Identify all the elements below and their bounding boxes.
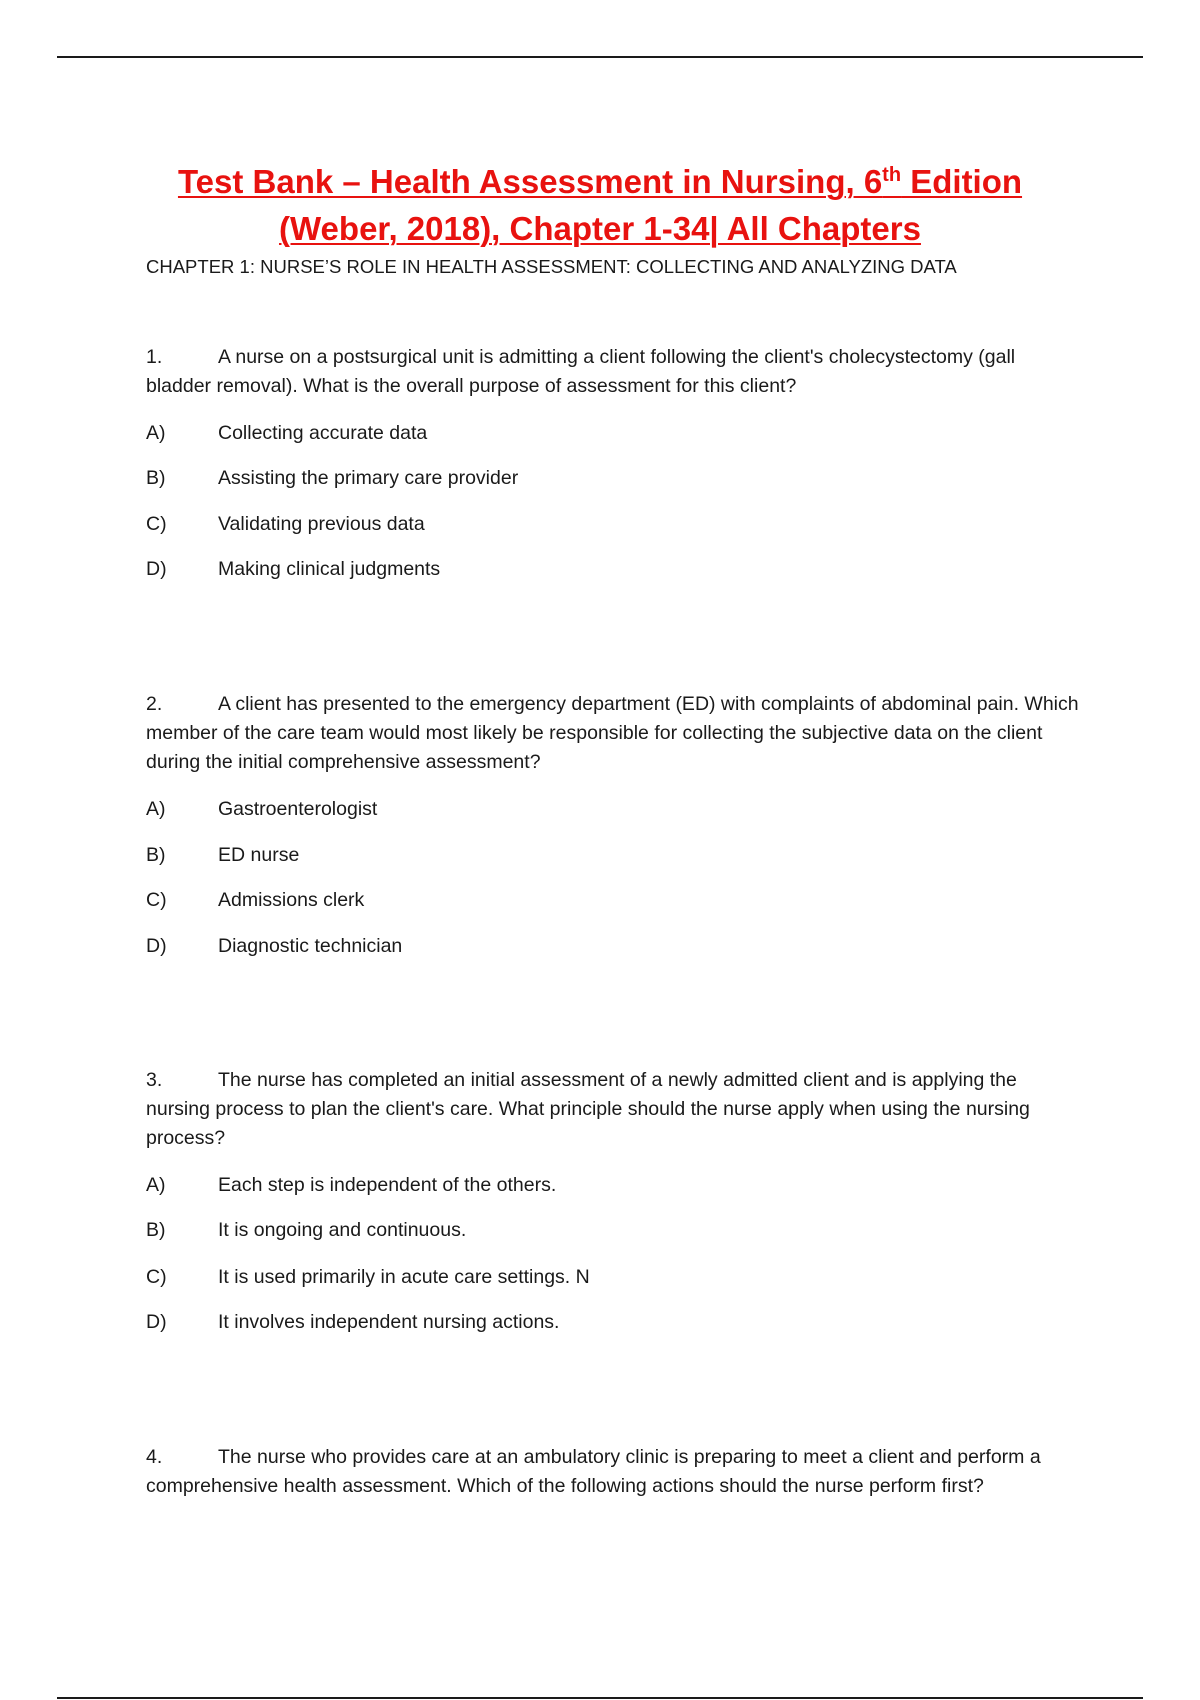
option-letter: A)	[146, 798, 166, 820]
option-letter: B)	[146, 844, 166, 866]
title-superscript: th	[882, 164, 902, 186]
option-text: Each step is independent of the others.	[218, 1174, 557, 1196]
option-3a	[146, 1172, 556, 1198]
option-1b	[146, 465, 518, 491]
option-text: Diagnostic technician	[218, 935, 403, 957]
option-text: Assisting the primary care provider	[218, 467, 519, 489]
option-1c	[146, 511, 425, 537]
question-number: 2.	[146, 693, 163, 715]
question-3	[146, 1066, 1081, 1153]
chapter-heading: CHAPTER 1: NURSE’S ROLE IN HEALTH ASSESSMENT: COLLECTING AND ANALYZING DATA	[146, 256, 957, 277]
question-1	[146, 343, 1081, 401]
option-text: ED nurse	[218, 844, 300, 866]
question-number: 1.	[146, 346, 163, 368]
option-letter: C)	[146, 1266, 167, 1288]
option-2c	[146, 887, 364, 913]
option-text: Admissions clerk	[218, 889, 365, 911]
option-letter: B)	[146, 467, 166, 489]
question-4	[146, 1443, 1081, 1501]
option-1d	[146, 556, 440, 582]
question-text: A client has presented to the emergency department (ED) with complaints of abdominal pain. Which member of the care team would most likely be responsible for collecting the subjective data on the client during the initial comprehensive assessment?	[146, 693, 1079, 773]
bottom-rule	[57, 1697, 1143, 1699]
option-text: Validating previous data	[218, 513, 425, 535]
option-1a	[146, 420, 427, 446]
question-text: The nurse who provides care at an ambulatory clinic is preparing to meet a client and perform a comprehensive health assessment. Which of the following actions should the nurse perform first?	[146, 1446, 1041, 1497]
option-text: Making clinical judgments	[218, 558, 441, 580]
option-letter: B)	[146, 1219, 166, 1241]
option-3b	[146, 1217, 466, 1243]
title-line1-text: Test Bank – Health Assessment in Nursing, 6	[177, 163, 883, 200]
question-number: 3.	[146, 1069, 163, 1091]
option-letter: D)	[146, 1311, 167, 1333]
question-2	[146, 690, 1081, 777]
option-letter: D)	[146, 935, 167, 957]
option-letter: C)	[146, 889, 167, 911]
document-title	[100, 158, 1100, 252]
option-2a	[146, 796, 377, 822]
title-line1-suffix: Edition	[901, 163, 1023, 200]
option-letter: D)	[146, 558, 167, 580]
option-2b	[146, 842, 299, 868]
question-number: 4.	[146, 1446, 163, 1468]
option-text: Collecting accurate data	[218, 422, 428, 444]
option-3d	[146, 1309, 559, 1335]
option-letter: A)	[146, 422, 166, 444]
option-text: It is ongoing and continuous.	[218, 1219, 467, 1241]
question-text: The nurse has completed an initial assessment of a newly admitted client and is applying the nursing process to plan the client's care. What principle should the nurse apply when using the nursing process?	[146, 1069, 1030, 1149]
top-rule	[57, 56, 1143, 58]
option-text: It is used primarily in acute care settings. N	[218, 1266, 590, 1288]
question-text: A nurse on a postsurgical unit is admitting a client following the client's cholecystectomy (gall bladder removal). What is the overall purpose of assessment for this client?	[146, 346, 1016, 397]
option-3c	[146, 1264, 590, 1290]
option-2d	[146, 933, 402, 959]
option-text: It involves independent nursing actions.	[218, 1311, 560, 1333]
title-line2-text: (Weber, 2018), Chapter 1-34| All Chapters	[279, 210, 921, 247]
option-letter: A)	[146, 1174, 166, 1196]
option-letter: C)	[146, 513, 167, 535]
option-text: Gastroenterologist	[218, 798, 378, 820]
